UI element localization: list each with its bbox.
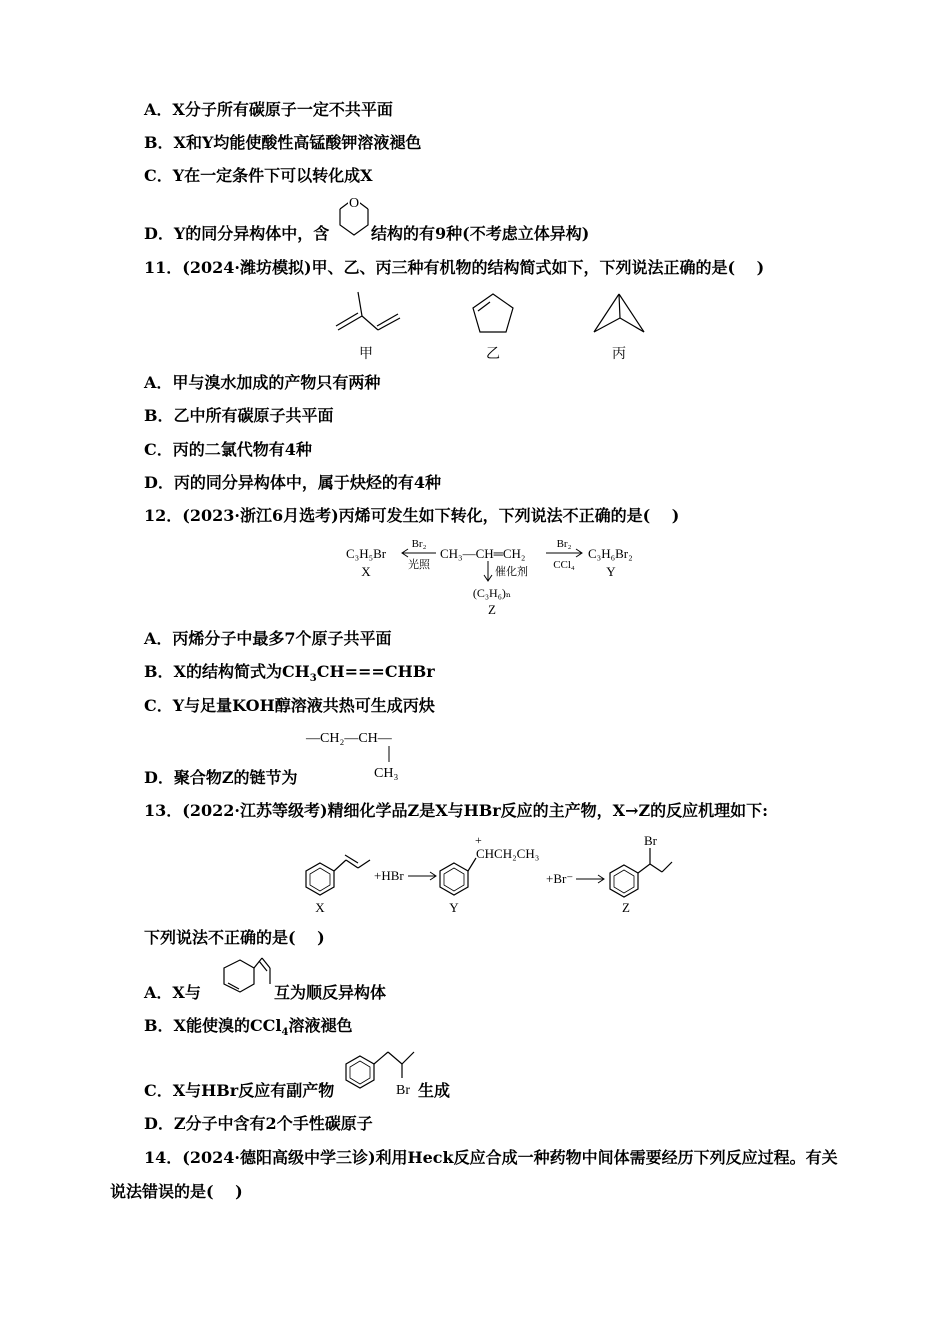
- q13-reaction-mechanism: [296, 830, 696, 920]
- q11-option-b: B．乙中所有碳原子共平面: [144, 406, 334, 425]
- propene-formula: CH₃—CH═CH₂: [440, 546, 526, 561]
- y-label: Y: [606, 564, 616, 579]
- q13-option-a-suffix: 互为顺反异构体: [274, 983, 387, 1002]
- isoprene-structure: [336, 292, 400, 330]
- cation-charge: +: [475, 833, 482, 847]
- arrow-left-condition: 光照: [408, 559, 430, 571]
- q13-stem: 13．(2022·江苏等级考)精细化学品Z是X与HBr反应的主产物，X→Z的反应机理如下:: [144, 801, 769, 820]
- q14-stem-line1: 14．(2024·德阳高级中学三诊)利用Heck反应合成一种药物中间体需要经历下列反应过程。有关: [144, 1148, 838, 1167]
- q10-option-c: C．Y在一定条件下可以转化成X: [144, 166, 373, 185]
- bromo-byproduct-structure: [342, 1044, 418, 1100]
- cation-formula: CHCH₂CH₃: [476, 846, 540, 861]
- catalyst-label: 催化剂: [495, 566, 528, 578]
- arrow-right-solvent: CCl₄: [553, 559, 575, 571]
- x-formula: C₃H₅Br: [346, 546, 387, 561]
- chain-methyl: CH₃: [374, 766, 399, 781]
- q13-prompt: 下列说法不正确的是( ): [144, 928, 325, 947]
- q12-stem: 12．(2023·浙江6月选考)丙烯可发生如下转化，下列说法不正确的是( ): [144, 506, 680, 525]
- reagent-bromide: +Br⁻: [546, 871, 574, 886]
- tetrahydropyran-structure: [336, 193, 372, 243]
- compound-x-structure: [306, 855, 370, 895]
- q13-option-d: D．Z分子中含有2个手性碳原子: [144, 1114, 373, 1133]
- ring-oxygen-label: O: [348, 196, 360, 211]
- q10-option-d-prefix: D．Y的同分异构体中，含: [144, 224, 330, 243]
- q13-option-c-suffix: 生成: [418, 1081, 451, 1100]
- q10-option-d-suffix: 结构的有9种(不考虑立体异构): [371, 224, 590, 243]
- q14-stem-line2: 说法错误的是( ): [110, 1182, 243, 1201]
- q12-reaction-scheme: [340, 534, 650, 620]
- polypropylene-repeat-unit: [304, 724, 424, 782]
- z-formula: (C₃H₆)ₙ: [472, 586, 512, 600]
- q13-option-b: B．X能使溴的CCl$_4$溶液褪色: [144, 1016, 353, 1039]
- q13-option-a-prefix: A．X与: [144, 983, 201, 1002]
- x-label: X: [361, 564, 371, 579]
- compound-y-structure: [440, 858, 476, 895]
- bicyclobutane-structure: [594, 294, 644, 332]
- q13-option-c-prefix: C．X与HBr反应有副产物: [144, 1081, 335, 1100]
- q10-option-a: A．X分子所有碳原子一定不共平面: [144, 100, 393, 119]
- q11-stem: 11．(2024·潍坊模拟)甲、乙、丙三种有机物的结构简式如下，下列说法正确的是( ): [144, 258, 765, 277]
- structure-label-bing: 丙: [612, 347, 626, 362]
- chain-backbone: —CH₂—CH—: [306, 731, 392, 746]
- q10-option-b: B．X和Y均能使酸性高锰酸钾溶液褪色: [144, 133, 422, 152]
- cyclohexenyl-propene-structure: [204, 954, 274, 1004]
- cyclopentene-structure: [473, 294, 513, 332]
- q11-structures: [330, 286, 660, 364]
- z-bromo-label: Br: [644, 833, 657, 848]
- q12-option-a: A．丙烯分子中最多7个原子共平面: [144, 629, 392, 648]
- q11-option-a: A．甲与溴水加成的产物只有两种: [144, 373, 381, 392]
- y-label: Y: [449, 900, 459, 915]
- arrow-left-reagent: Br₂: [411, 538, 427, 550]
- arrow-right-reagent: Br₂: [556, 538, 572, 550]
- byproduct-bromo-label: Br: [396, 1083, 410, 1098]
- y-formula: C₃H₆Br₂: [588, 546, 633, 561]
- compound-z-structure: [610, 848, 672, 897]
- x-label: X: [315, 900, 325, 915]
- q12-option-b: B．X的结构简式为$CH_3CH===CHBr$: [144, 662, 435, 685]
- q11-option-d: D．丙的同分异构体中，属于炔烃的有4种: [144, 473, 442, 492]
- structure-label-yi: 乙: [486, 347, 500, 362]
- z-label: Z: [622, 900, 630, 915]
- q11-option-c: C．丙的二氯代物有4种: [144, 440, 312, 459]
- reagent-hbr: +HBr: [374, 868, 404, 883]
- q12-option-d: D．聚合物Z的链节为: [144, 768, 298, 787]
- q12-option-c: C．Y与足量KOH醇溶液共热可生成丙炔: [144, 696, 435, 715]
- structure-label-jia: 甲: [359, 347, 373, 362]
- z-label: Z: [488, 602, 496, 617]
